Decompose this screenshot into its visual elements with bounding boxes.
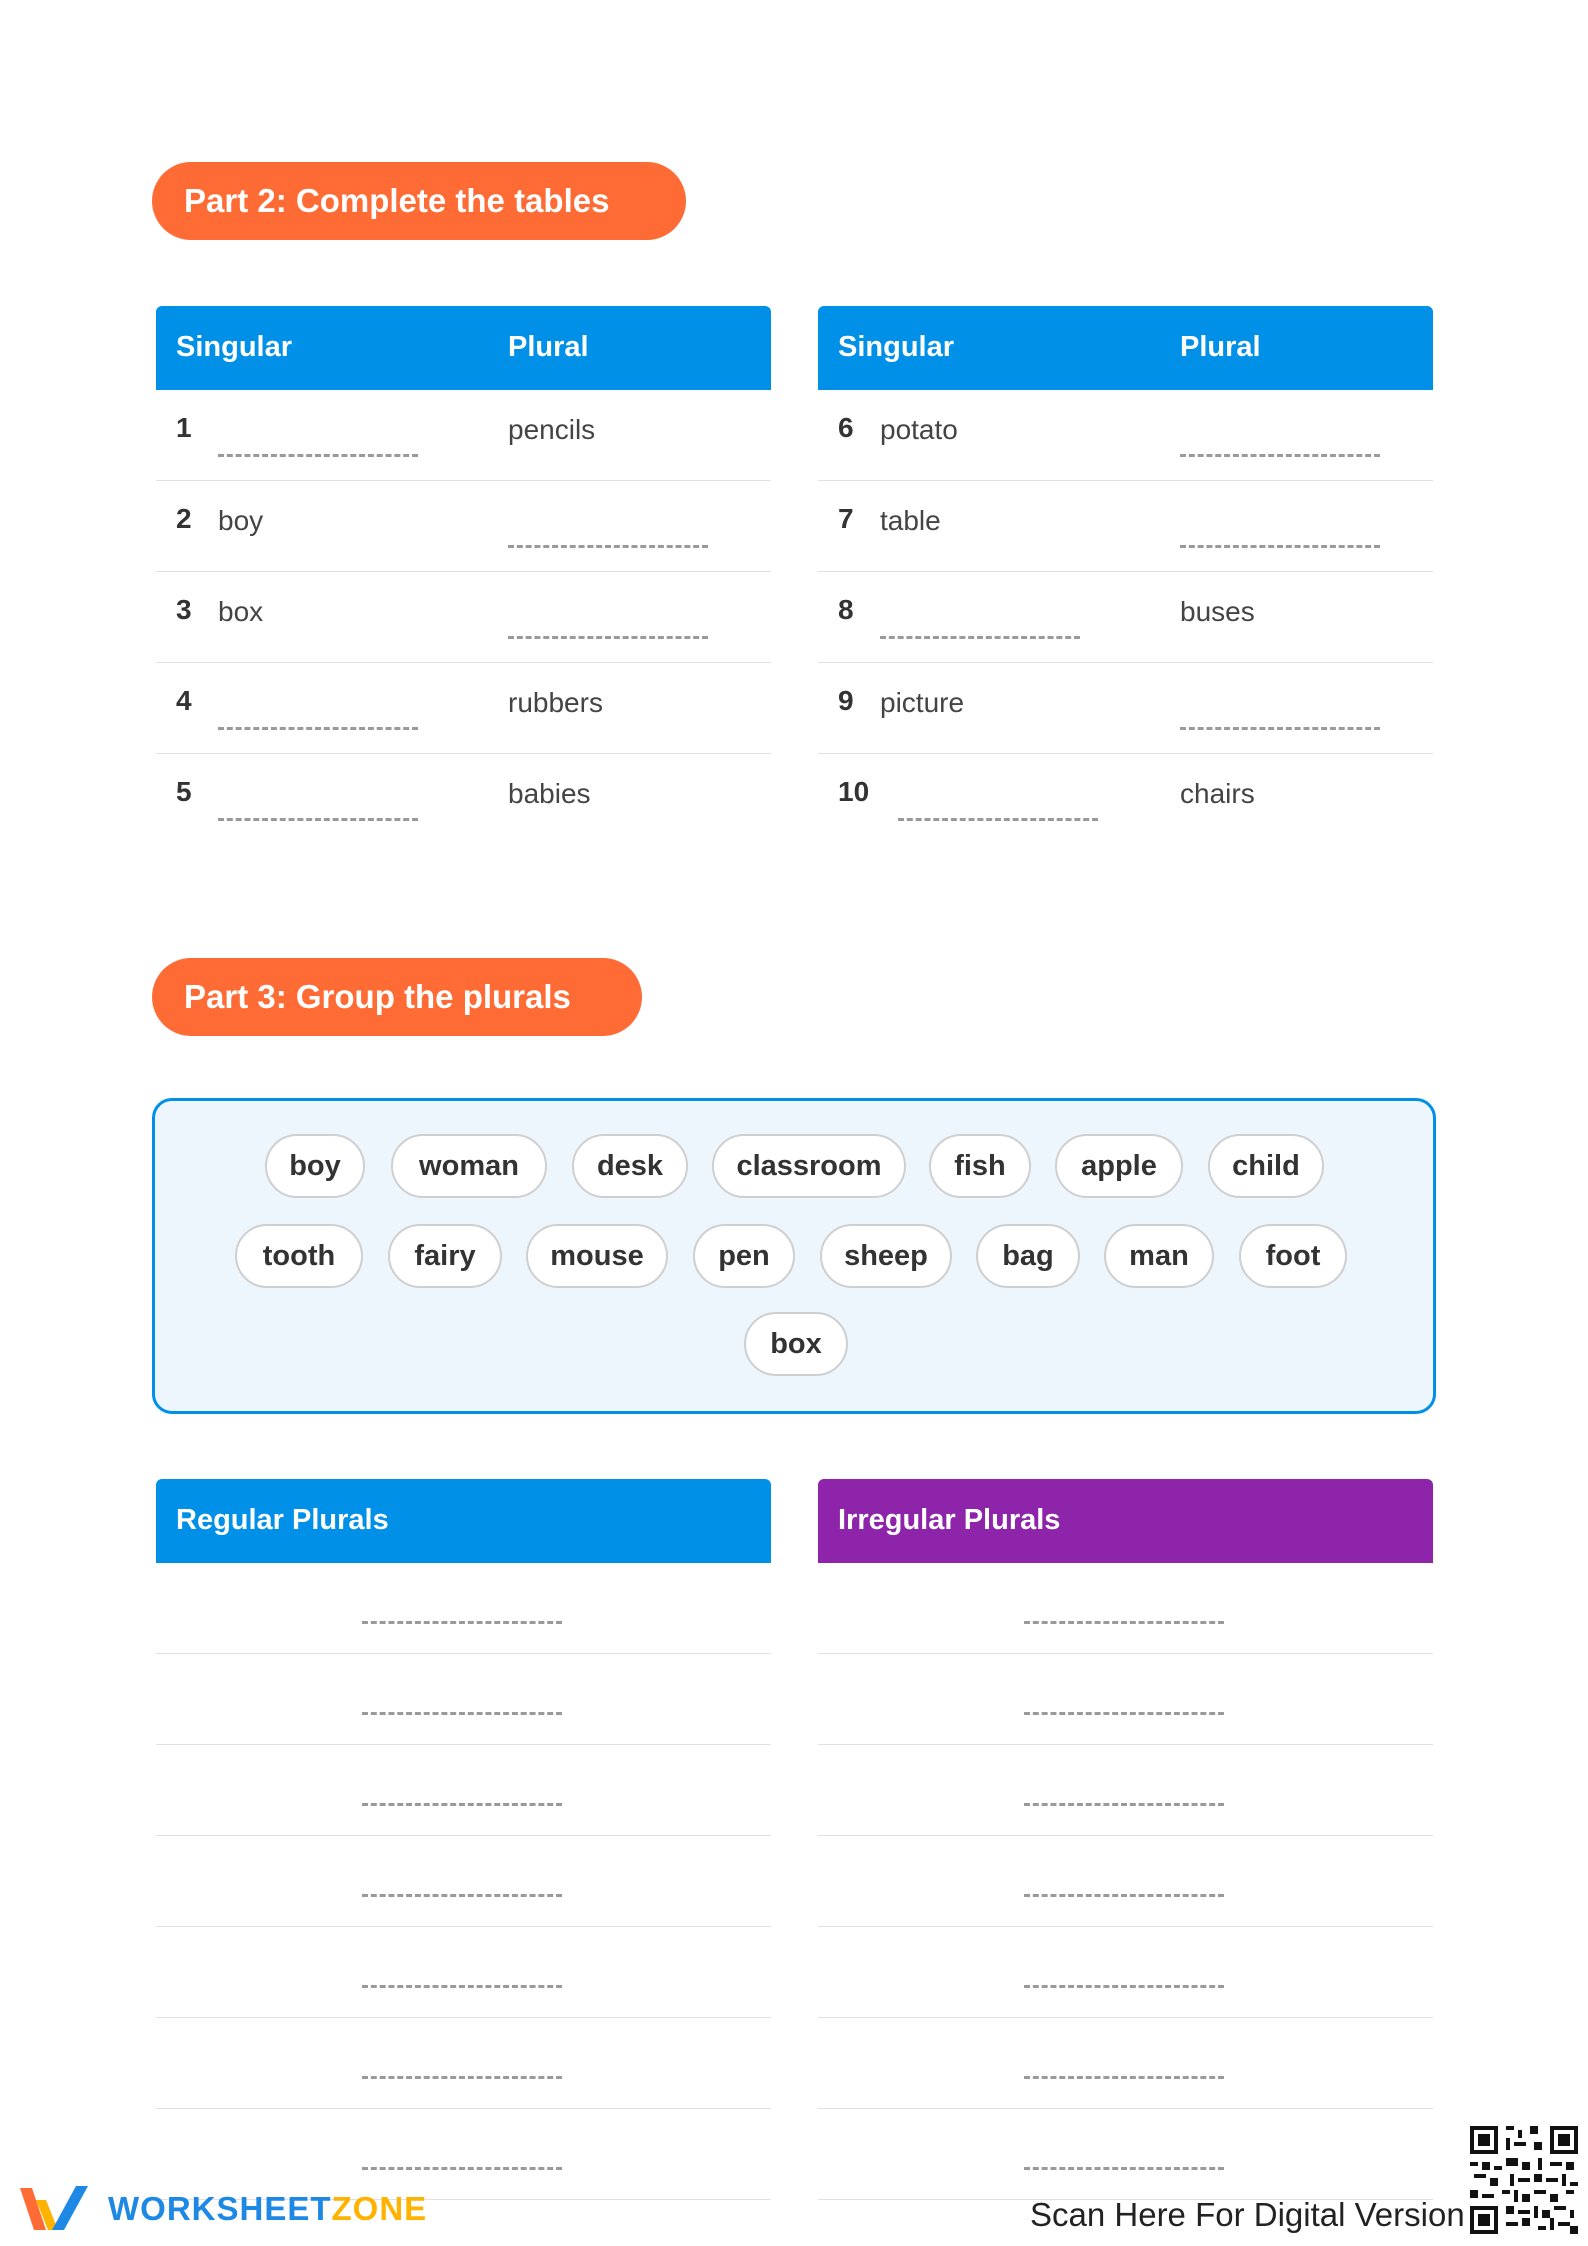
plural-word: babies [508,778,591,809]
regular-plurals-table [156,1479,771,2200]
plural-answer-blank[interactable] [508,636,708,639]
word-chip[interactable]: box [744,1312,848,1376]
table-row [818,663,1433,754]
plural-answer-blank[interactable] [1180,454,1380,457]
word-chip[interactable]: fairy [388,1224,502,1288]
table-row [818,754,1433,845]
plural-answer-blank[interactable] [508,545,708,548]
row-number: 4 [176,685,192,716]
header-singular: Singular [838,331,955,363]
row-number: 10 [838,776,870,807]
plural-word: buses [1180,596,1255,627]
word-chip[interactable]: apple [1055,1134,1183,1198]
singular-answer-blank[interactable] [218,818,418,821]
answer-blank[interactable] [362,1712,562,1715]
singular-answer-blank[interactable] [880,636,1080,639]
table-row [156,2018,771,2109]
answer-blank[interactable] [1024,1803,1224,1806]
singular-word: potato [880,414,958,445]
plural-word: pencils [508,414,596,445]
row-number: 5 [176,776,192,807]
answer-blank[interactable] [1024,2167,1224,2170]
word-chip[interactable]: sheep [820,1224,952,1288]
table-row [156,1836,771,1927]
table-row [818,481,1433,572]
plural-table-left [156,306,771,845]
word-chip[interactable]: child [1208,1134,1324,1198]
word-chip[interactable]: desk [572,1134,688,1198]
header-plural: Plural [508,331,589,363]
table-row [818,2018,1433,2109]
table-row [156,754,771,845]
singular-word: boy [218,505,264,536]
singular-answer-blank[interactable] [218,454,418,457]
table-row [156,481,771,572]
irregular-plurals-table [818,1479,1433,2200]
word-bank [152,1098,1436,1414]
plural-table-right [818,306,1433,845]
plural-word: rubbers [508,687,603,718]
answer-blank[interactable] [1024,1621,1224,1624]
answer-blank[interactable] [1024,1985,1224,1988]
singular-word: table [880,505,941,536]
plural-answer-blank[interactable] [1180,727,1380,730]
answer-blank[interactable] [362,1985,562,1988]
row-number: 1 [176,412,192,443]
table-row [156,1654,771,1745]
answer-blank[interactable] [362,1621,562,1624]
brand-name [108,2190,427,2228]
plural-answer-blank[interactable] [1180,545,1380,548]
table-row [156,572,771,663]
answer-blank[interactable] [362,2076,562,2079]
header-singular: Singular [176,331,293,363]
word-chip[interactable]: boy [265,1134,365,1198]
word-chip[interactable]: classroom [712,1134,906,1198]
row-number: 6 [838,412,854,443]
word-chip[interactable]: foot [1239,1224,1347,1288]
answer-blank[interactable] [362,2167,562,2170]
singular-answer-blank[interactable] [898,818,1098,821]
table-row [156,1927,771,2018]
table-row [818,1654,1433,1745]
part3-title: Part 3: Group the plurals [152,958,642,1036]
table-row [156,390,771,481]
word-chip[interactable]: bag [976,1224,1080,1288]
header-plural: Plural [1180,331,1261,363]
table-header [818,306,1433,390]
table-row [818,2109,1433,2200]
row-number: 2 [176,503,192,534]
scan-instruction: Scan Here For Digital Version [1030,2196,1465,2233]
answer-blank[interactable] [1024,2076,1224,2079]
table-row [156,1563,771,1654]
singular-word: picture [880,687,965,718]
table-row [156,663,771,754]
qr-code-icon[interactable] [1470,2126,1578,2234]
plural-word: chairs [1180,778,1255,809]
part2-title: Part 2: Complete the tables [152,162,686,240]
table-row [818,572,1433,663]
word-chip[interactable]: pen [693,1224,795,1288]
table-header [156,306,771,390]
answer-blank[interactable] [1024,1894,1224,1897]
word-chip[interactable]: fish [929,1134,1031,1198]
brand-part-worksheet: WORKSHEET [108,2190,332,2227]
footer-logo[interactable] [18,2178,438,2238]
table-row [156,1745,771,1836]
regular-plurals-header: Regular Plurals [156,1479,771,1563]
answer-blank[interactable] [362,1894,562,1897]
table-row [818,1745,1433,1836]
table-row [818,390,1433,481]
answer-blank[interactable] [362,1803,562,1806]
table-row [818,1836,1433,1927]
table-row [818,1927,1433,2018]
row-number: 7 [838,503,854,534]
word-chip[interactable]: man [1104,1224,1214,1288]
word-chip[interactable]: woman [391,1134,547,1198]
worksheetzone-logo-icon [18,2178,94,2238]
answer-blank[interactable] [1024,1712,1224,1715]
singular-answer-blank[interactable] [218,727,418,730]
table-row [818,1563,1433,1654]
word-chip[interactable]: tooth [235,1224,363,1288]
irregular-plurals-header: Irregular Plurals [818,1479,1433,1563]
row-number: 3 [176,594,192,625]
row-number: 9 [838,685,854,716]
singular-word: box [218,596,264,627]
word-chip[interactable]: mouse [526,1224,668,1288]
brand-part-zone: ZONE [331,2190,428,2227]
row-number: 8 [838,594,854,625]
